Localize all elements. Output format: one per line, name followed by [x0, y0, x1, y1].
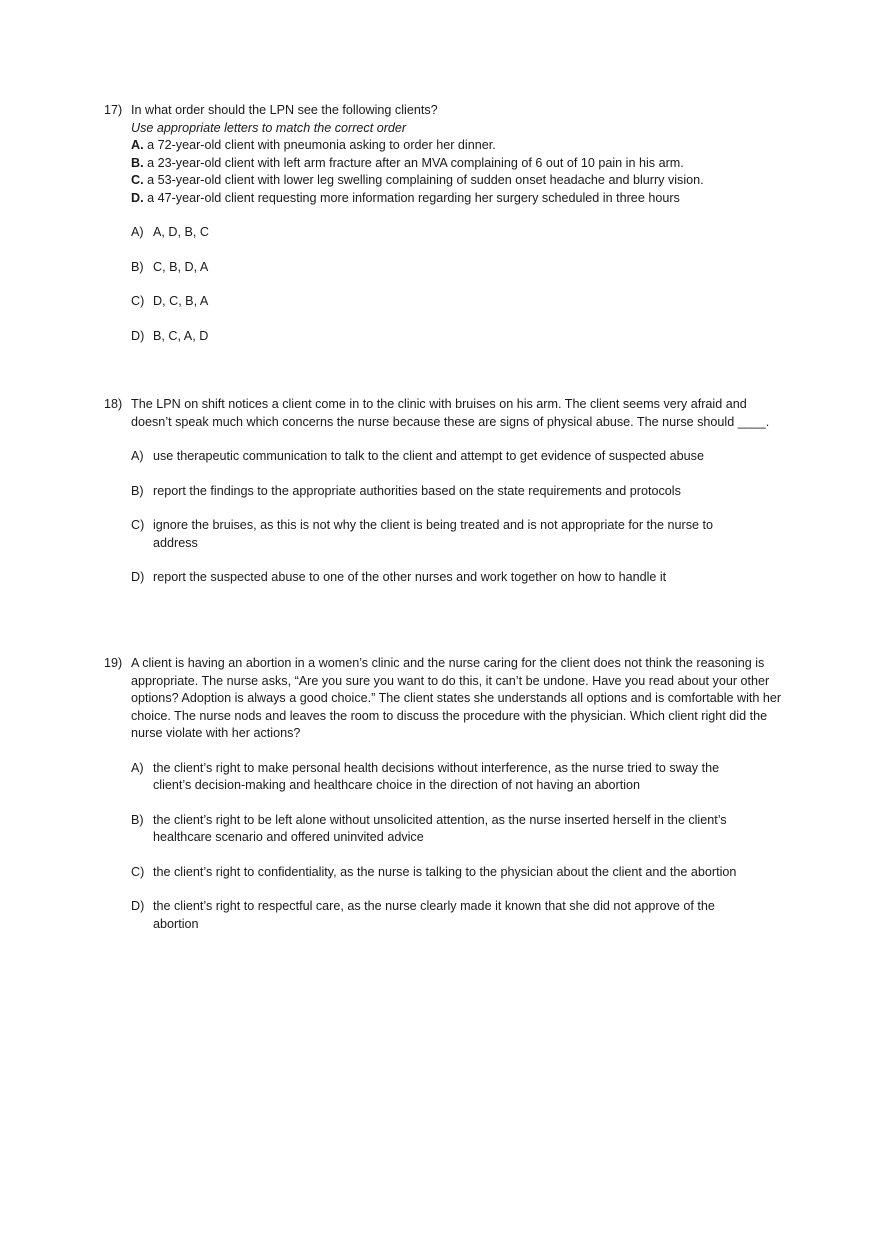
order-item [131, 155, 784, 173]
question-stem: The LPN on shift notices a client come in to the clinic with bruises on his arm. The client seems very afraid and doesn’t speak much which concerns the nurse because these are signs of physical abuse. The nurse should ____. [131, 397, 770, 429]
question-number: 19) [104, 656, 123, 670]
question-19 [104, 655, 784, 933]
option-text: ignore the bruises, as this is not why the client is being treated and is not appropriate for the nurse to address [153, 518, 714, 550]
option-letter: A) [131, 449, 144, 463]
option-letter: C) [131, 864, 145, 879]
answer-option-c [131, 293, 784, 311]
question-stem: A client is having an abortion in a women’s clinic and the nurse caring for the client does not think the reasoning is appropriate. The nurse asks, “Are you sure you want to do this, it can’t be undone. Have you read about your other options? Adoption is always a good choice.” The client states she understands all options and is comfortable with her choice. The nurse nods and leaves the room to discuss the procedure with the physician. Which client right did the nurse violate with her actions? [131, 656, 782, 740]
question-stem-row [104, 655, 784, 743]
order-item-letter: C. [131, 173, 144, 187]
order-item [131, 190, 784, 208]
question-stem: In what order should the LPN see the following clients? [131, 103, 438, 117]
option-letter: D) [131, 328, 145, 343]
order-item [131, 172, 784, 190]
option-letter: C) [131, 294, 145, 308]
question-17 [104, 102, 784, 345]
option-letter: D) [131, 570, 145, 584]
question-18 [104, 396, 784, 587]
option-text: C, B, D, A [153, 259, 209, 274]
option-text: the client’s right to confidentiality, as the nurse is talking to the physician about the client and the abortion [153, 864, 737, 879]
answer-option-d [131, 569, 784, 587]
option-text: A, D, B, C [153, 225, 209, 239]
answer-option-a [131, 448, 784, 466]
order-item-letter: B. [131, 155, 144, 170]
option-text: report the suspected abuse to one of the other nurses and work together on how to handle it [153, 570, 667, 584]
question-stem-row [104, 102, 784, 120]
option-text: the client’s right to be left alone without unsolicited attention, as the nurse inserted herself in the client’s healthcare scenario and offered uninvited advice [153, 812, 727, 844]
option-letter: D) [131, 899, 145, 913]
order-item-letter: D. [131, 190, 144, 205]
answer-option-d [131, 328, 784, 346]
order-item-text: a 72-year-old client with pneumonia asking to order her dinner. [147, 138, 496, 152]
option-letter: A) [131, 225, 144, 239]
question-instruction: Use appropriate letters to match the correct order [131, 120, 407, 135]
order-item-text: a 47-year-old client requesting more information regarding her surgery scheduled in three hours [147, 190, 680, 205]
option-text: the client’s right to respectful care, as the nurse clearly made it known that she did not approve of the abortion [153, 899, 715, 931]
option-letter: B) [131, 812, 144, 827]
option-letter: C) [131, 518, 145, 532]
order-item-text: a 23-year-old client with left arm fracture after an MVA complaining of 6 out of 10 pain in his arm. [147, 155, 684, 170]
option-text: the client’s right to make personal health decisions without interference, as the nurse tried to sway the client’s decision-making and healthcare choice in the direction of not having an abortion [153, 760, 720, 792]
option-text: B, C, A, D [153, 328, 209, 343]
order-item [131, 137, 784, 155]
option-letter: A) [131, 760, 144, 775]
answer-option-a [131, 224, 784, 242]
answer-option-c [131, 864, 784, 882]
option-text: D, C, B, A [153, 294, 209, 308]
order-item-text: a 53-year-old client with lower leg swelling complaining of sudden onset headache and blurry vision. [147, 173, 704, 187]
answer-option-d [131, 898, 784, 933]
option-letter: B) [131, 259, 144, 274]
option-text: report the findings to the appropriate authorities based on the state requirements and protocols [153, 483, 681, 498]
option-letter: B) [131, 483, 144, 498]
question-stem-row [104, 396, 784, 431]
order-item-letter: A. [131, 138, 144, 152]
answer-option-b [131, 259, 784, 277]
option-text: use therapeutic communication to talk to the client and attempt to get evidence of suspected abuse [153, 449, 704, 463]
question-number: 17) [104, 103, 123, 117]
answer-option-c [131, 517, 784, 552]
question-number: 18) [104, 397, 123, 411]
answer-option-b [131, 812, 784, 847]
answer-option-a [131, 760, 784, 795]
answer-option-b [131, 483, 784, 501]
